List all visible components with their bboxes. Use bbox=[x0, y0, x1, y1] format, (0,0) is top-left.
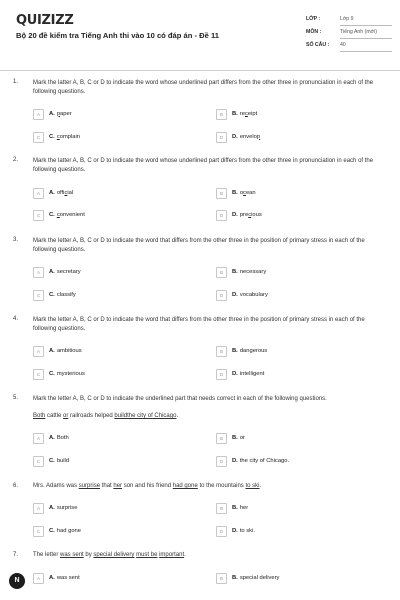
floating-n-button[interactable]: N bbox=[9, 573, 25, 589]
option-letter-box: C bbox=[33, 369, 44, 380]
meta-count-value: 40 bbox=[340, 42, 346, 48]
option-letter-box: D bbox=[216, 132, 227, 143]
question-sentence: Mrs. Adams was surprise that her son and his friend had gone to the mountains to ski. bbox=[33, 483, 262, 489]
option-label: A. surprise bbox=[49, 504, 78, 511]
option-letter-box: C bbox=[33, 456, 44, 467]
option-label: D. intelligent bbox=[232, 370, 265, 377]
option-letter-box: D bbox=[216, 456, 227, 467]
option-label: D. envelop bbox=[232, 133, 261, 140]
option-label: A. ambitious bbox=[49, 347, 82, 354]
meta-class-value: Lớp 9 bbox=[340, 16, 354, 22]
question-number: 7. bbox=[13, 552, 19, 558]
option-letter-box: C bbox=[33, 290, 44, 301]
meta-divider bbox=[340, 38, 392, 39]
option-label: A. paper bbox=[49, 110, 72, 117]
question-text: Mark the letter A, B, C or D to indicate the word that differs from the other three in the position of primary stress in each of the following questions. bbox=[33, 317, 365, 332]
option-letter-box: D bbox=[216, 290, 227, 301]
question-sentence: Both cattle or railroads helped buildthe city of Chicago. bbox=[33, 413, 179, 419]
question-number: 5. bbox=[13, 395, 19, 401]
option-label: D. to ski. bbox=[232, 527, 255, 534]
option-label: B. her bbox=[232, 504, 249, 511]
option-letter-box: D bbox=[216, 369, 227, 380]
option-letter-box: D bbox=[216, 526, 227, 537]
meta-subject-label: MÔN : bbox=[306, 29, 322, 35]
option-label: C. classify bbox=[49, 291, 76, 298]
option-letter-box: A bbox=[33, 346, 44, 357]
option-letter-box: A bbox=[33, 267, 44, 278]
option-label: A. secretary bbox=[49, 268, 81, 275]
document-meta bbox=[306, 14, 392, 53]
document-title: Bộ 20 đề kiểm tra Tiếng Anh thi vào 10 có đáp án - Đề 11 bbox=[16, 31, 219, 40]
question-text: Mark the letter A, B, C or D to indicate the underlined part that needs correct in each of the following questions. bbox=[33, 396, 327, 402]
meta-divider bbox=[340, 51, 392, 52]
option-letter-box: B bbox=[216, 267, 227, 278]
option-label: B. special delivery bbox=[232, 574, 280, 581]
option-letter-box: C bbox=[33, 132, 44, 143]
option-letter-box: A bbox=[33, 433, 44, 444]
meta-subject-row bbox=[306, 27, 392, 40]
option-letter-box: A bbox=[33, 188, 44, 199]
question-number: 2. bbox=[13, 157, 19, 163]
question-text: Mark the latter A, B, C or D to indicate the word whose underlined part differs from the other three in pronunciation in each of the following questions. bbox=[33, 158, 374, 173]
option-letter-box: A bbox=[33, 109, 44, 120]
option-label: C. build bbox=[49, 457, 70, 464]
question-number: 6. bbox=[13, 483, 19, 489]
question-sentence: The letter was sent by special delivery must be important. bbox=[33, 552, 186, 558]
option-label: C. convenient bbox=[49, 211, 85, 218]
option-letter-box: B bbox=[216, 573, 227, 584]
meta-divider bbox=[340, 25, 392, 26]
option-letter-box: C bbox=[33, 210, 44, 221]
meta-class-label: LỚP : bbox=[306, 16, 321, 22]
question-number: 1. bbox=[13, 79, 19, 85]
option-label: D. precious bbox=[232, 211, 262, 218]
option-letter-box: A bbox=[33, 503, 44, 514]
question-number: 3. bbox=[13, 237, 19, 243]
question-text: Mark the letter A, B, C or D to indicate the word that differs from the other three in the position of primary stress in each of the following questions. bbox=[33, 238, 365, 253]
option-letter-box: B bbox=[216, 503, 227, 514]
option-label: A. was sent bbox=[49, 574, 80, 581]
option-label: D. the city of Chicago. bbox=[232, 457, 290, 464]
meta-class-row bbox=[306, 14, 392, 27]
meta-subject-value: Tiếng Anh (mới) bbox=[340, 29, 377, 35]
option-label: B. necessary bbox=[232, 268, 267, 275]
question-text: Mark the latter A, B, C or D to indicate the word whose underlined part differs from the other three in pronunciation in each of the following questions. bbox=[33, 80, 374, 95]
option-letter-box: D bbox=[216, 210, 227, 221]
option-label: B. receipt bbox=[232, 110, 258, 117]
option-label: C. mysterious bbox=[49, 370, 85, 377]
meta-count-row bbox=[306, 40, 392, 53]
option-letter-box: A bbox=[33, 573, 44, 584]
option-letter-box: C bbox=[33, 526, 44, 537]
header-divider bbox=[0, 70, 400, 71]
meta-count-label: SỐ CÂU : bbox=[306, 42, 330, 48]
option-label: A. Both bbox=[49, 434, 69, 441]
option-label: C. had gone bbox=[49, 527, 81, 534]
option-label: D. vocabulary bbox=[232, 291, 268, 298]
option-label: B. or bbox=[232, 434, 245, 441]
document-header bbox=[0, 0, 400, 68]
quizizz-logo: QUIZIZZ bbox=[16, 13, 74, 28]
option-letter-box: B bbox=[216, 188, 227, 199]
question-number: 4. bbox=[13, 316, 19, 322]
option-letter-box: B bbox=[216, 346, 227, 357]
option-label: A. official bbox=[49, 189, 74, 196]
option-label: C. complain bbox=[49, 133, 81, 140]
option-label: B. ocean bbox=[232, 189, 256, 196]
option-letter-box: B bbox=[216, 433, 227, 444]
option-letter-box: B bbox=[216, 109, 227, 120]
option-label: B. dangerous bbox=[232, 347, 268, 354]
